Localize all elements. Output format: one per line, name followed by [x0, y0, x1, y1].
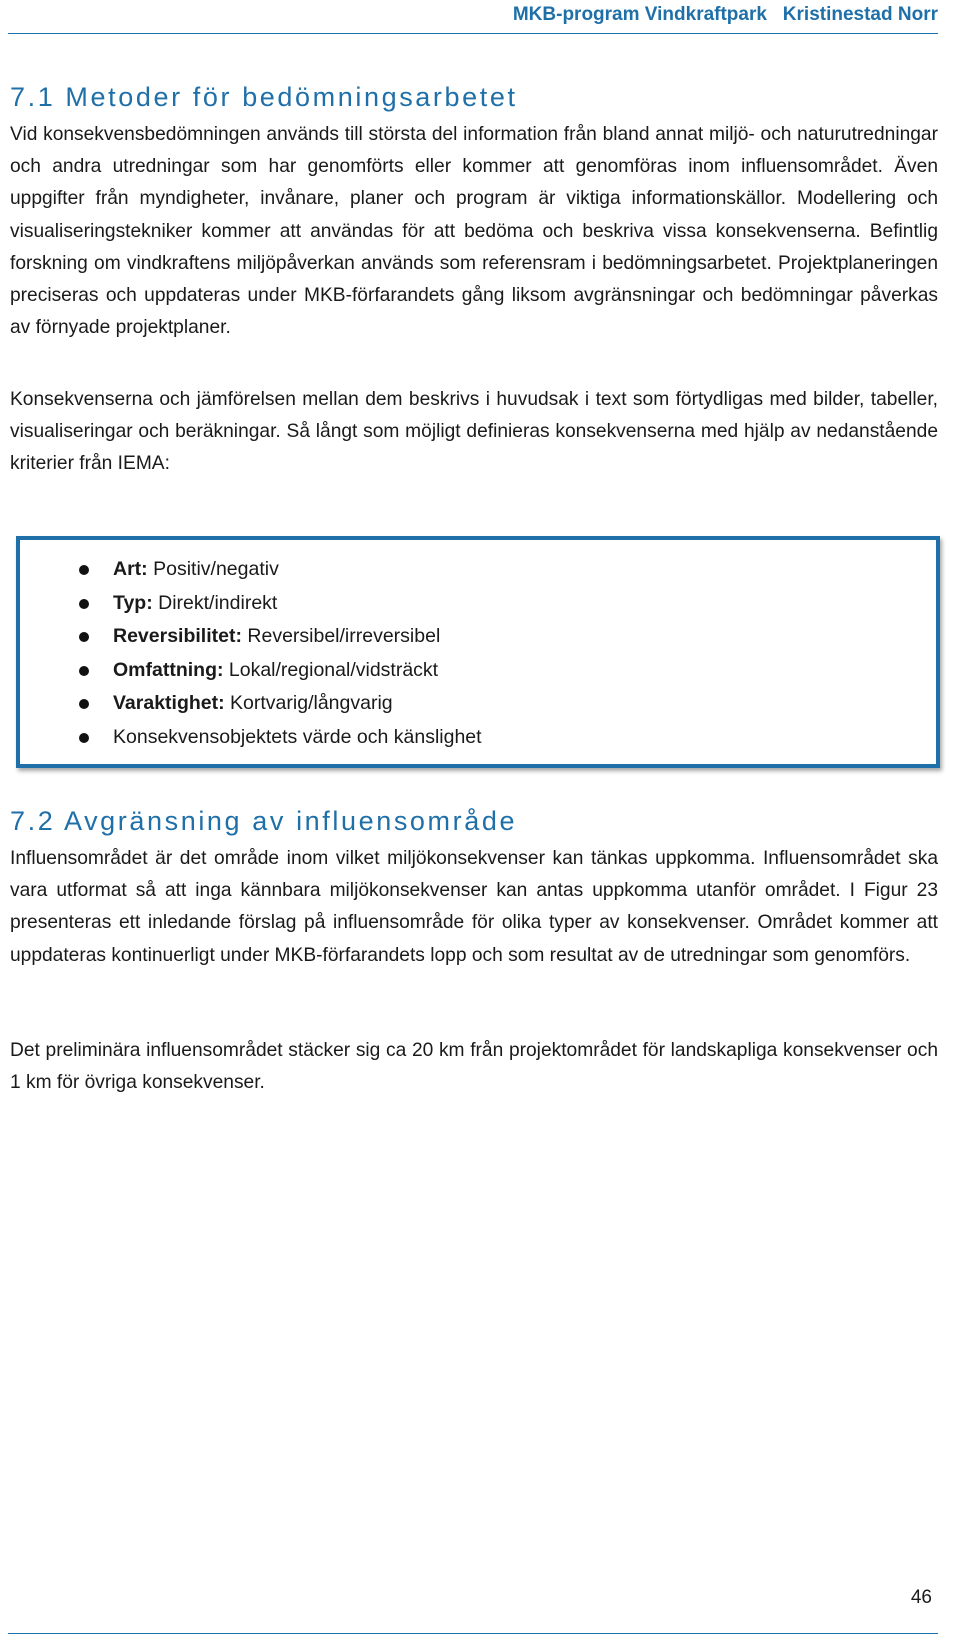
- bullet-icon: [79, 733, 89, 743]
- criteria-box: [16, 536, 940, 768]
- list-item: Omfattning: Lokal/regional/vidsträckt: [20, 654, 482, 688]
- criteria-list: [20, 553, 482, 754]
- bullet-icon: [79, 699, 89, 709]
- paragraph: Influensområdet är det område inom vilket miljökonsekvenser kan tänkas uppkomma. Influensområdet ska vara utformat så att inga kännbara miljökonsekvenser kan antas uppkomma utanför området. I Figur 23 presenteras ett inledande förslag på influensområde för olika typer av konsekvenser. Området kommer att uppdateras kontinuerligt under MKB-förfarandets lopp och som resultat av de utredningar som genomförs.: [10, 848, 938, 966]
- list-item: Reversibilitet: Reversibel/irreversibel: [20, 620, 482, 654]
- bullet-icon: [79, 599, 89, 609]
- list-item: Konsekvensobjektets värde och känslighet: [20, 721, 482, 755]
- footer-divider: [8, 1633, 938, 1634]
- header-title: MKB-program Vindkraftpark Kristinestad Norr: [512, 4, 938, 25]
- list-item: Varaktighet: Kortvarig/långvarig: [20, 687, 482, 721]
- bullet-icon: [79, 666, 89, 676]
- paragraph: Det preliminära influensområdet stäcker sig ca 20 km från projektområdet för landskapliga konsekvenser och 1 km för övriga konsekvenser.: [10, 1040, 938, 1094]
- bullet-icon: [79, 632, 89, 642]
- paragraph: Vid konsekvensbedömningen används till största del information från bland annat miljö- och naturutredningar och andra utredningar som har genomförts eller kommer att genomföras inom influensområdet. Även uppgifter från myndigheter, invånare, planer och program är viktiga informationskällor. Modellering och visualiseringstekniker kommer att användas för att bedöma och beskriva vissa konsekvenserna. Befintlig forskning om vindkraftens miljöpåverkan används som referensram i bedömningsarbetet. Projektplaneringen preciseras och uppdateras under MKB-förfarandets gång liksom avgränsningar och bedömningar påverkas av förnyade projektplaner.: [10, 124, 938, 339]
- list-item: Typ: Direkt/indirekt: [20, 587, 482, 621]
- bullet-icon: [79, 565, 89, 575]
- paragraph: Konsekvenserna och jämförelsen mellan dem beskrivs i huvudsak i text som förtydligas med bilder, tabeller, visualiseringar och beräkningar. Så långt som möjligt definieras konsekvenserna med hjälp av nedanstående kriterier från IEMA:: [10, 389, 938, 475]
- section-heading-7-1: 7.1 Metoder för bedömningsarbetet: [10, 82, 518, 112]
- page-header: [8, 0, 938, 34]
- section-heading-7-2: 7.2 Avgränsning av influensområde: [10, 806, 518, 836]
- list-item: Art: Positiv/negativ: [20, 553, 482, 587]
- page-number: 46: [910, 1587, 932, 1608]
